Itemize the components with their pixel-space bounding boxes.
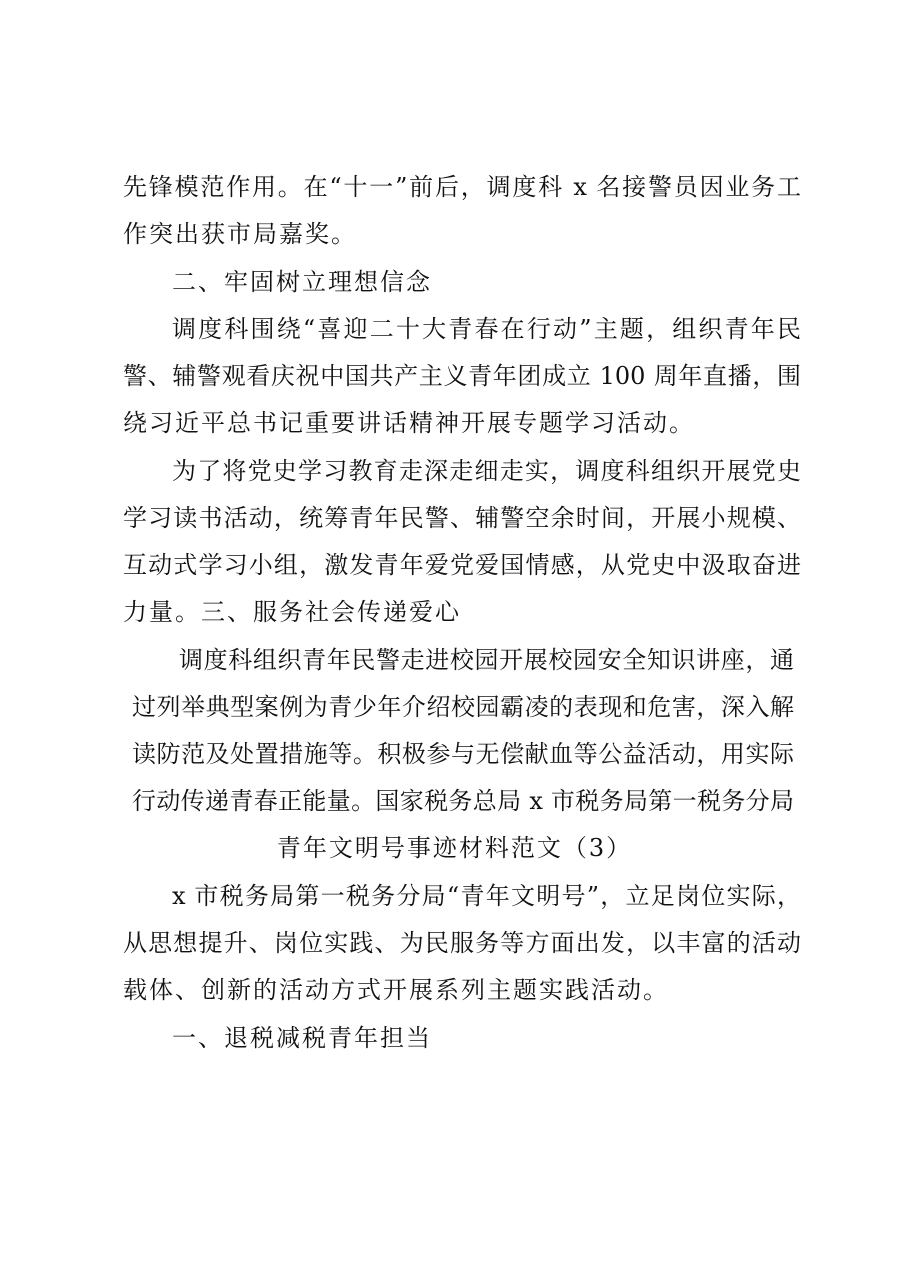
paragraph-line: 警、辅警观看庆祝中国共产主义青年团成立 100 周年直播，围 — [123, 362, 801, 390]
document-title: 青年文明号事迹材料范文（3） — [276, 834, 633, 862]
paragraph-line: 从思想提升、岗位实践、为民服务等方面出发，以丰富的活动 — [123, 929, 801, 957]
section-heading: 一、退税减税青年担当 — [172, 1024, 432, 1052]
paragraph-line: 行动传递青春正能量。国家税务总局 x 市税务局第一税务分局 — [132, 787, 794, 815]
paragraph-line: 读防范及处置措施等。积极参与无偿献血等公益活动，用实际 — [132, 740, 794, 768]
paragraph-line: 载体、创新的活动方式开展系列主题实践活动。 — [123, 976, 669, 1004]
paragraph-line: 为了将党史学习教育走深走细走实，调度科组织开展党史 — [172, 457, 801, 485]
section-heading: 二、牢固树立理想信念 — [172, 268, 432, 296]
paragraph-line: 学习读书活动，统筹青年民警、辅警空余时间，开展小规模、 — [123, 504, 801, 532]
paragraph-line: 调度科围绕“喜迎二十大青春在行动”主题，组织青年民 — [172, 315, 801, 343]
paragraph-line: x 市税务局第一税务分局“青年文明号”，立足岗位实际， — [172, 882, 801, 910]
paragraph-line: 过列举典型案例为青少年介绍校园霸凌的表现和危害，深入解 — [132, 693, 794, 721]
paragraph-line: 力量。三、服务社会传递爱心 — [123, 598, 461, 626]
paragraph-line: 作突出获市局嘉奖。 — [123, 220, 357, 248]
paragraph-line: 互动式学习小组，激发青年爱党爱国情感，从党史中汲取奋进 — [123, 551, 801, 579]
paragraph-line: 调度科组织青年民警走进校园开展校园安全知识讲座，通 — [179, 646, 794, 674]
paragraph-line: 先锋模范作用。在“十一”前后，调度科 x 名接警员因业务工 — [123, 173, 801, 201]
paragraph-line: 绕习近平总书记重要讲话精神开展专题学习活动。 — [123, 409, 695, 437]
